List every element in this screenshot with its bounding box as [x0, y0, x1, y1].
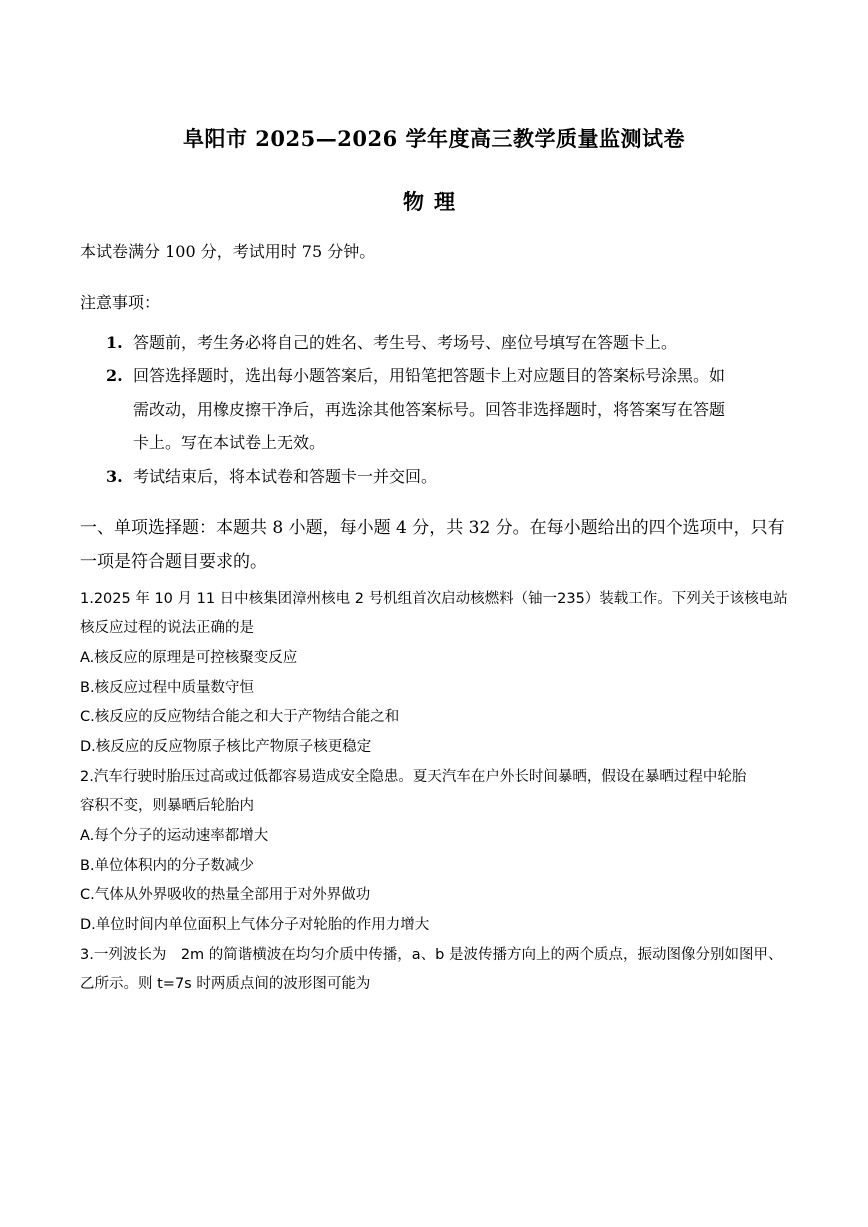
notice-text-continued: 卡上。写在本试卷上无效。 [133, 433, 326, 452]
notice-number: 3. [106, 467, 123, 486]
question-1-stem: 1.2025 年 10 月 11 日中核集团漳州核电 2 号机组首次启动核燃料（铀一235）装载工作。下列关于该核电站 [80, 591, 788, 607]
notice-text: 答题前，考生务必将自己的姓名、考生号、考场号、座位号填写在答题卡上。 [133, 333, 678, 352]
question-2-option-a: A.每个分子的运动速率都增大 [80, 828, 269, 844]
notice-item-1 [106, 330, 677, 353]
section-heading-continued: 一项是符合题目要求的。 [80, 552, 267, 572]
notice-item-3 [106, 464, 437, 487]
section-heading: 一、单项选择题：本题共 8 小题，每小题 4 分，共 32 分。在每小题给出的四个选项中，只有 [80, 518, 785, 538]
notice-heading: 注意事项： [80, 293, 161, 312]
question-1-option-a: A.核反应的原理是可控核聚变反应 [80, 650, 298, 666]
question-2-stem-continued: 容积不变，则暴晒后轮胎内 [80, 798, 254, 814]
question-2-stem: 2.汽车行驶时胎压过高或过低都容易造成安全隐患。夏天汽车在户外长时间暴晒，假设在暴晒过程中轮胎 [80, 769, 747, 785]
question-2-option-c: C.气体从外界吸收的热量全部用于对外界做功 [80, 887, 371, 903]
exam-intro: 本试卷满分 100 分，考试用时 75 分钟。 [80, 242, 376, 261]
notice-number: 1. [106, 333, 123, 352]
question-2-option-d: D.单位时间内单位面积上气体分子对轮胎的作用力增大 [80, 917, 430, 933]
subject-title: 物理 [403, 189, 465, 214]
question-1-stem-continued: 核反应过程的说法正确的是 [80, 620, 254, 636]
exam-title: 阜阳市 2025—2026 学年度高三教学质量监测试卷 [182, 126, 685, 151]
question-1-option-b: B.核反应过程中质量数守恒 [80, 680, 255, 696]
notice-text: 考试结束后，将本试卷和答题卡一并交回。 [133, 467, 438, 486]
question-2-option-b: B.单位体积内的分子数减少 [80, 858, 255, 874]
notice-text: 回答选择题时，选出每小题答案后，用铅笔把答题卡上对应题目的答案标号涂黑。如 [133, 366, 726, 385]
question-3-stem: 3.一列波长为 2m 的简谐横波在均匀介质中传播，a、b 是波传播方向上的两个质点，振动图像分别如图甲、 [80, 947, 783, 963]
question-3-stem-continued: 乙所示。则 t=7s 时两质点间的波形图可能为 [80, 976, 371, 992]
question-1-option-d: D.核反应的反应物原子核比产物原子核更稳定 [80, 739, 372, 755]
notice-text-continued: 需改动，用橡皮擦干净后，再选涂其他答案标号。回答非选择题时，将答案写在答题 [133, 400, 726, 419]
question-1-option-c: C.核反应的反应物结合能之和大于产物结合能之和 [80, 709, 400, 725]
notice-number: 2. [106, 366, 123, 385]
notice-item-2 [106, 363, 725, 386]
